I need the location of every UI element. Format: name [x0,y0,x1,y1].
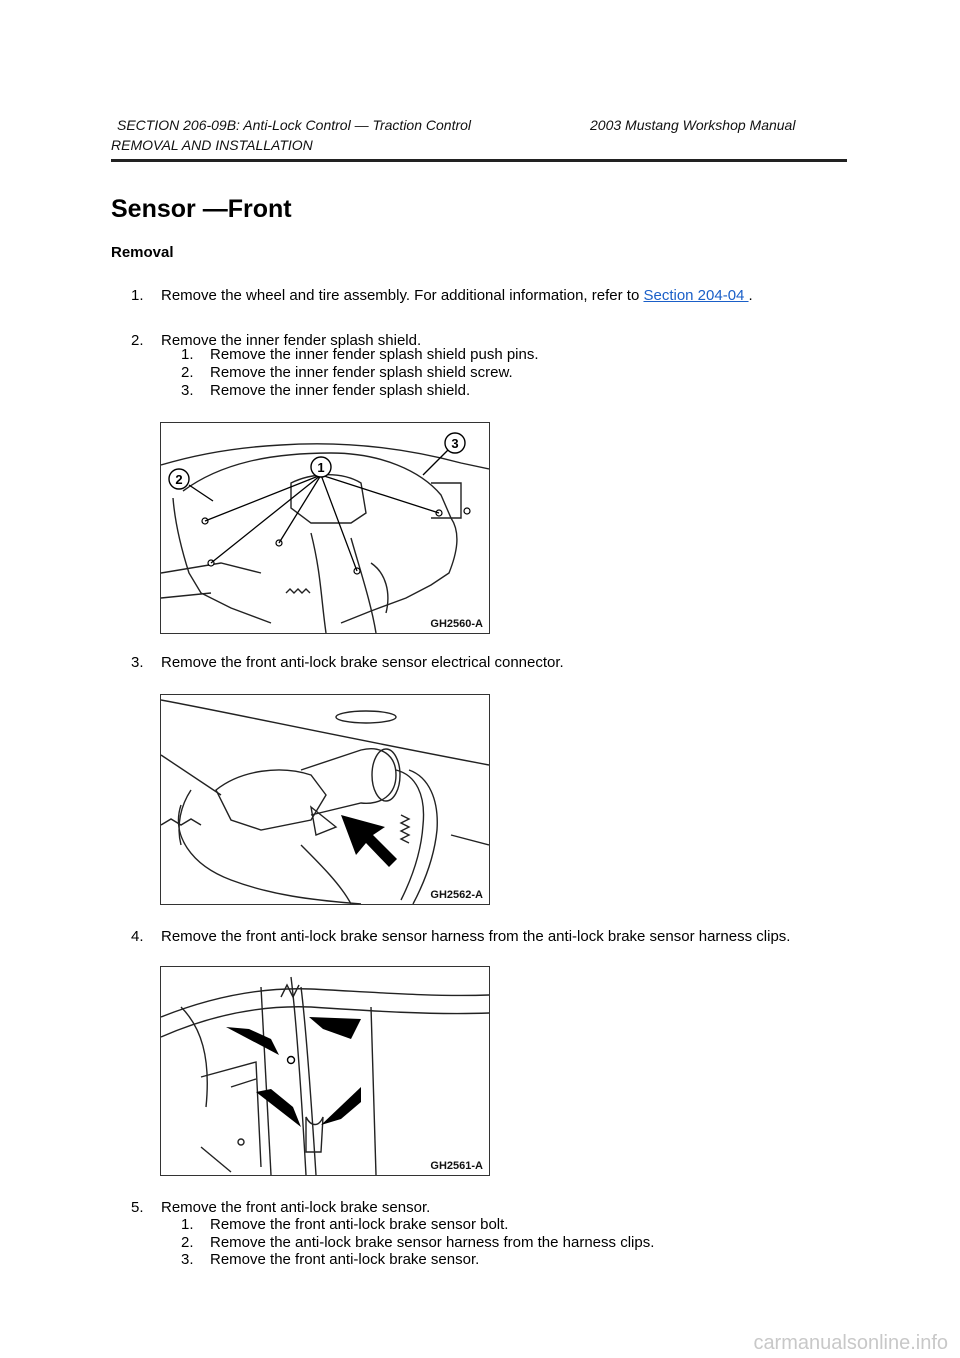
pointer-arrow [256,1089,301,1127]
step-2-sub-1: 1. Remove the inner fender splash shield push pins. [181,346,539,363]
step-2-sub-2: 2. Remove the inner fender splash shield screw. [181,364,513,381]
svg-text:2: 2 [175,472,183,487]
splash-shield-illustration [161,423,489,633]
manual-title: 2003 Mustang Workshop Manual [590,117,796,133]
pointer-arrow [341,815,397,867]
figure-code: GH2560-A [430,618,483,630]
section-204-04-link[interactable]: Section 204-04 [643,287,749,304]
removal-heading: Removal [111,244,174,261]
svg-text:3: 3 [451,436,459,451]
header-divider [111,159,847,162]
step-4 [131,928,790,946]
step-3 [131,654,564,672]
step-5-sub-3: 3. Remove the front anti-lock brake sensor. [181,1251,480,1268]
figure-sensor-connector [160,694,490,905]
step-number: 3. [131,654,144,671]
page-subtitle: REMOVAL AND INSTALLATION [111,137,313,153]
pointer-arrow [321,1087,361,1125]
connector-illustration [161,695,489,904]
step-number: 4. [131,928,144,945]
step-2-sub-3: 3. Remove the inner fender splash shield. [181,382,471,399]
step-text: Remove the inner fender splash shield. [161,332,422,349]
figure-code: GH2562-A [430,889,483,901]
page-title: Sensor —Front [111,195,292,223]
svg-text:1: 1 [317,460,325,475]
step-5 [131,1199,430,1217]
section-header: SECTION 206-09B: Anti-Lock Control — Traction Control [117,117,472,133]
harness-clips-illustration [161,967,489,1175]
step-1: 1. Remove the wheel and tire assembly. For additional information, refer to Section 204-04 . [131,287,753,304]
step-text: Remove the front anti-lock brake sensor electrical connector. [161,654,564,671]
callout-1 [311,457,331,477]
figure-splash-shield [160,422,490,634]
step-text: Remove the wheel and tire assembly. For additional information, refer to [161,287,644,304]
callout-2 [169,469,189,489]
figure-harness-clips [160,966,490,1176]
step-text: Remove the front anti-lock brake sensor harness from the anti-lock brake sensor harness clips. [161,928,791,945]
callout-3 [445,433,465,453]
step-5-sub-2: 2. Remove the anti-lock brake sensor harness from the harness clips. [181,1234,655,1251]
watermark: carmanualsonline.info [753,1332,948,1354]
step-number: 5. [131,1199,144,1216]
figure-code: GH2561-A [430,1160,483,1172]
step-number: 2. [131,332,144,349]
pointer-arrow [226,1027,279,1055]
step-number: 1. [131,287,144,304]
step-text: Remove the front anti-lock brake sensor. [161,1199,431,1216]
pointer-arrow [309,1017,361,1039]
step-5-sub-1: 1. Remove the front anti-lock brake sensor bolt. [181,1216,509,1233]
